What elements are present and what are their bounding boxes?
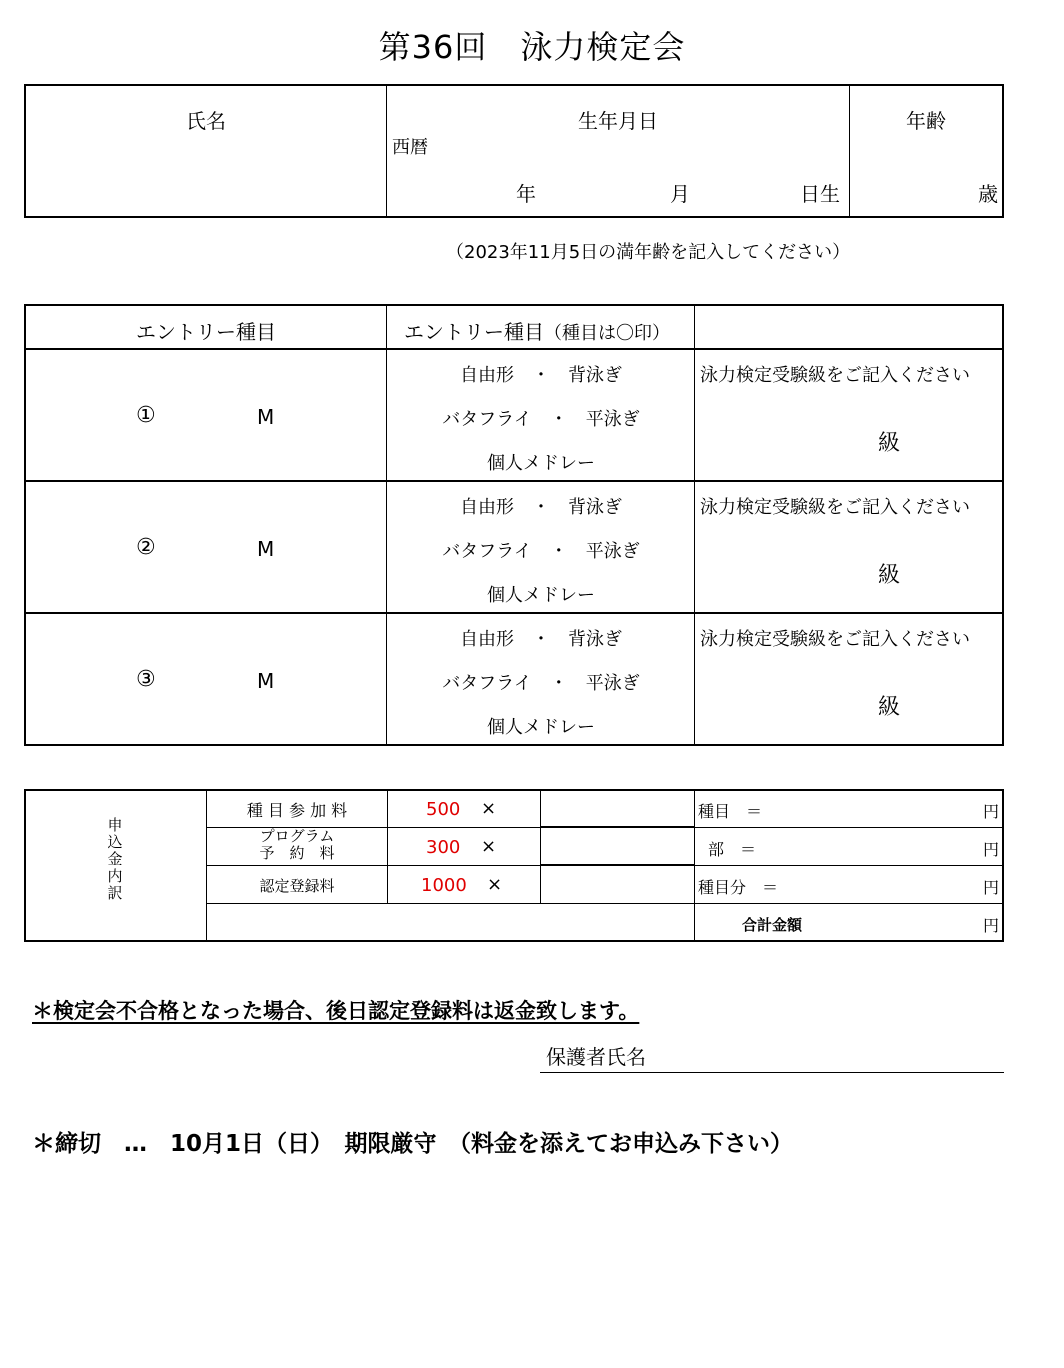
fee-result-label: 種目分 ＝ <box>698 878 779 897</box>
fee-label: プログラム 予 約 料 <box>259 827 335 862</box>
fee-result-label: 部 ＝ <box>708 840 757 859</box>
guardian-name-label: 保護者氏名 <box>546 1045 646 1069</box>
entry-col2-header-sub: （種目は〇印） <box>544 323 670 344</box>
grade-note: 泳力検定受験級をご記入ください <box>700 365 970 386</box>
entry-number: ① <box>136 403 156 428</box>
stroke-option: バタフライ ・ 平泳ぎ <box>442 409 640 430</box>
stroke-option: 個人メドレー <box>487 585 595 606</box>
birthdate-label: 生年月日 <box>578 109 658 133</box>
age-unit: 歳 <box>978 182 998 206</box>
fee-side-label: 申 込 金 内 訳 <box>107 816 123 902</box>
yen-unit: 円 <box>983 916 1000 935</box>
fee-label: 認定登録料 <box>259 877 335 895</box>
stroke-option: 自由形 ・ 背泳ぎ <box>460 629 622 650</box>
yen-unit: 円 <box>983 878 1000 897</box>
fee-amount: 500 <box>426 799 461 820</box>
stroke-option: 自由形 ・ 背泳ぎ <box>460 365 622 386</box>
stroke-option: 自由形 ・ 背泳ぎ <box>460 497 622 518</box>
stroke-option: 個人メドレー <box>487 717 595 738</box>
yen-unit: 円 <box>983 840 1000 859</box>
entry-distance-unit: M <box>257 669 275 693</box>
grade-note: 泳力検定受験級をご記入ください <box>700 497 970 518</box>
fee-amount: 1000 <box>421 875 467 896</box>
yen-unit: 円 <box>983 802 1000 821</box>
entry-distance-unit: M <box>257 405 275 429</box>
entry-col2-header-main: エントリー種目 <box>404 320 544 344</box>
entry-number: ② <box>136 535 156 560</box>
stroke-option: 個人メドレー <box>487 453 595 474</box>
entry-number: ③ <box>136 667 156 692</box>
day-label: 日生 <box>800 182 840 206</box>
grade-note: 泳力検定受験級をご記入ください <box>700 629 970 650</box>
grade-unit: 級 <box>878 431 901 456</box>
seireki-label: 西暦 <box>392 137 428 158</box>
age-label: 年齢 <box>906 109 946 133</box>
times-sign: × <box>481 836 497 857</box>
grade-unit: 級 <box>878 695 901 720</box>
entry-distance-unit: M <box>257 537 275 561</box>
year-label: 年 <box>516 182 536 206</box>
month-label: 月 <box>670 182 690 206</box>
times-sign: × <box>487 874 503 895</box>
deadline-note: ＊締切 … 10月1日（日） 期限厳守 （料金を添えてお申込み下さい） <box>32 1131 794 1157</box>
guardian-signature-line <box>540 1072 1004 1073</box>
fee-result-label: 種目 ＝ <box>698 802 763 821</box>
fee-amount: 300 <box>426 837 461 858</box>
age-note: （2023年11月5日の満年齢を記入してください） <box>446 242 851 263</box>
name-label: 氏名 <box>186 109 226 133</box>
stroke-option: バタフライ ・ 平泳ぎ <box>442 673 640 694</box>
total-label: 合計金額 <box>742 916 803 934</box>
times-sign: × <box>481 798 497 819</box>
entry-col1-header: エントリー種目 <box>136 320 276 344</box>
fee-label: 種 目 参 加 料 <box>246 801 348 820</box>
entry-col2-header <box>404 316 670 345</box>
grade-unit: 級 <box>878 563 901 588</box>
page-title: 第36回 泳力検定会 <box>378 28 686 66</box>
refund-note: ＊検定会不合格となった場合、後日認定登録料は返金致します。 <box>32 999 640 1023</box>
stroke-option: バタフライ ・ 平泳ぎ <box>442 541 640 562</box>
